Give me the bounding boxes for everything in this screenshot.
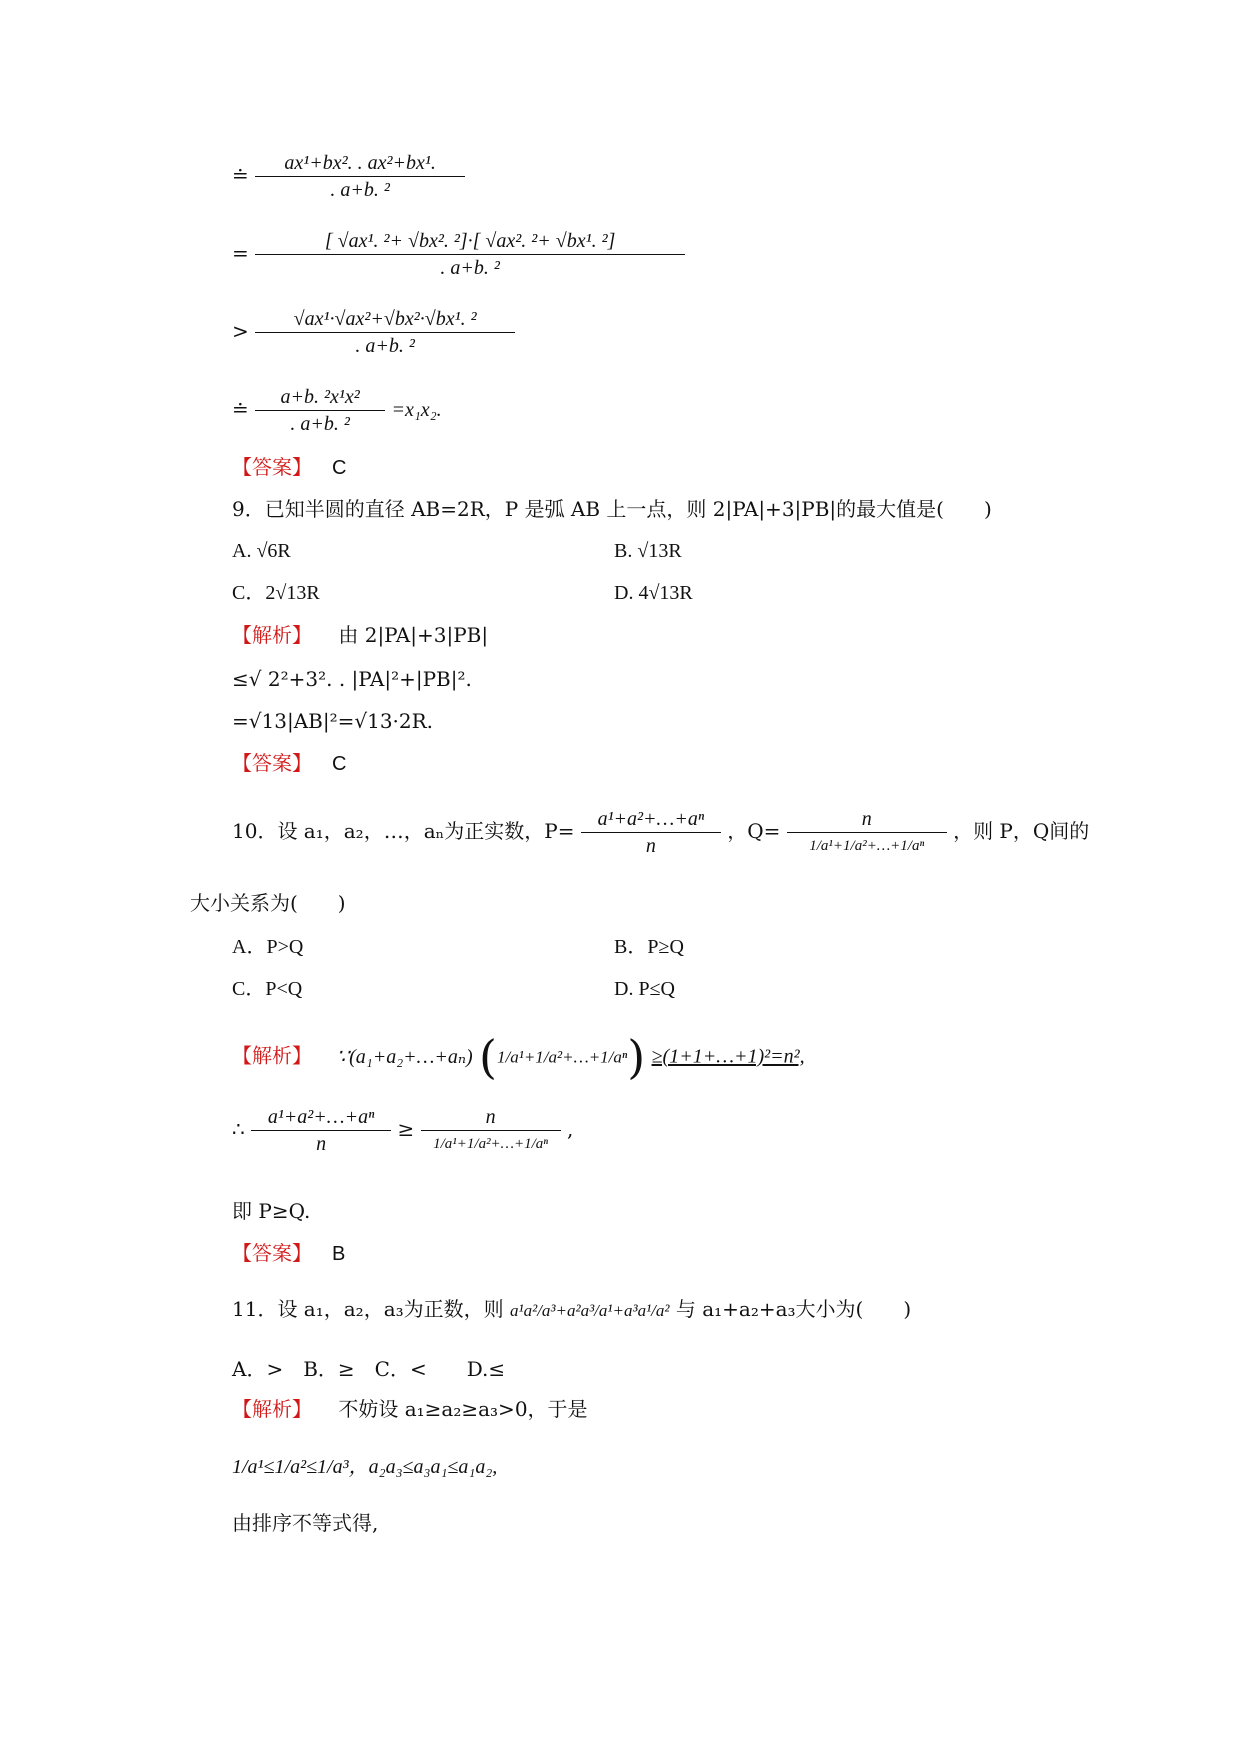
q9-analysis-line-2: ≤√ 2²+3². . |PA|²+|PB|².: [232, 667, 472, 691]
deriv-result: =x₁x₂.: [391, 399, 442, 421]
q10-analysis-left-den: n: [316, 1133, 327, 1155]
q11-expression: a¹a²/a³+a²a³/a¹+a³a¹/a²: [510, 1301, 670, 1320]
q9-option-d: D. 4√13R: [614, 582, 693, 604]
deriv-fraction-3: [255, 306, 515, 359]
q10-analysis-fraction-right: [421, 1104, 561, 1157]
q10-answer-line: [232, 1240, 345, 1267]
ge-sign: ≥: [397, 1117, 415, 1141]
deriv-fraction-4-den: . a+b. ²: [290, 413, 350, 435]
q10-option-a: A．P>Q: [232, 936, 304, 958]
q9-option-a: A. √6R: [232, 540, 291, 562]
q11-stem-b: 与 a₁+a₂+a₃大小为( ): [675, 1297, 912, 1321]
deriv-line-2: [232, 228, 685, 281]
q10-analysis-post: ≥(1+1+…+1)²=n²,: [651, 1045, 805, 1068]
q11-options: A．> B．≥ C．< D.≤: [232, 1357, 506, 1381]
deriv-line-4: [232, 384, 442, 437]
q10-analysis-fraction-left: [251, 1104, 391, 1157]
q11-analysis-text-1: 不妨设 a₁≥a₂≥a₃>0，于是: [338, 1397, 588, 1421]
answer-label: 【答案】: [232, 455, 312, 479]
q10-p-num: a¹+a²+…+aⁿ: [581, 806, 721, 833]
deriv-fraction-4: [255, 384, 385, 437]
q9-answer-line: [232, 750, 346, 777]
dot-equals-sign: ≐: [232, 163, 249, 187]
q9-option-b: B. √13R: [614, 540, 682, 562]
q10-analysis-line-2: [232, 1104, 573, 1157]
q9-option-c: C．2√13R: [232, 582, 320, 604]
q10-stem-line-2: 大小关系为( ): [190, 891, 346, 915]
deriv-line-1: [232, 150, 465, 203]
answer-label: 【答案】: [232, 751, 312, 775]
deriv-fraction-2: [255, 228, 685, 281]
deriv-fraction-4-num: a+b. ²x¹x²: [255, 384, 385, 411]
q10-stem-b: ，则 P，Q间的: [953, 819, 1090, 843]
q10-option-c: C．P<Q: [232, 978, 303, 1000]
q10-analysis-left-num: a¹+a²+…+aⁿ: [251, 1104, 391, 1131]
equals-sign: =: [232, 241, 249, 265]
q10-p-fraction: [581, 806, 721, 859]
deriv-fraction-1: [255, 150, 465, 203]
deriv-fraction-2-den: . a+b. ²: [440, 257, 500, 279]
greater-sign: >: [232, 319, 249, 343]
deriv-fraction-1-den: . a+b. ²: [330, 179, 390, 201]
answer-value: B: [332, 1243, 346, 1265]
q9-stem: 9．已知半圆的直径 AB=2R，P 是弧 AB 上一点，则 2|PA|+3|PB|的最大值是( ): [232, 497, 992, 521]
q9-analysis-line-3: =√13|AB|²=√13·2R.: [232, 709, 434, 733]
q10-analysis-line-3: 即 P≥Q.: [232, 1199, 311, 1223]
q10-analysis-right-den: 1/a¹+1/a²+…+1/aⁿ: [433, 1136, 549, 1152]
deriv-fraction-3-num: √ax¹·√ax²+√bx²·√bx¹. ²: [255, 306, 515, 333]
q10-q-num: n: [787, 806, 947, 833]
q11-analysis-line-2: 1/a¹≤1/a²≤1/a³，a₂a₃≤a₃a₁≤a₁a₂,: [232, 1456, 498, 1478]
deriv-line-3: [232, 306, 515, 359]
q11-analysis-line-1: [232, 1396, 588, 1422]
q10-analysis-right-num: n: [421, 1104, 561, 1131]
dot-equals-sign: ≐: [232, 397, 249, 421]
q10-q-label: ，Q=: [727, 819, 781, 843]
left-paren: (: [479, 1030, 497, 1084]
q11-analysis-line-3: 由排序不等式得,: [232, 1511, 379, 1535]
analysis-label: 【解析】: [232, 1043, 312, 1068]
right-paren: ): [627, 1030, 646, 1084]
analysis-label: 【解析】: [232, 1397, 312, 1421]
q10-p-den: n: [645, 835, 656, 857]
comma: ,: [566, 1117, 574, 1141]
q10-q-den: 1/a¹+1/a²+…+1/aⁿ: [809, 838, 925, 854]
answer-value: C: [332, 457, 347, 479]
q11-stem-a: 11．设 a₁，a₂，a₃为正数，则: [232, 1297, 504, 1321]
deriv-fraction-1-num: ax¹+bx². . ax²+bx¹.: [255, 150, 465, 177]
q9-analysis-text-1: 由 2|PA|+3|PB|: [338, 623, 489, 647]
q11-stem: [232, 1296, 911, 1324]
q9-analysis-line-1: [232, 622, 488, 648]
q10-analysis-line-1: [232, 1030, 805, 1084]
q10-stem-a: 10．设 a₁，a₂，…，aₙ为正实数，P=: [232, 819, 575, 843]
q10-analysis-pre: ∵(a₁+a₂+…+aₙ): [336, 1045, 473, 1068]
deriv-fraction-2-num: [ √ax¹. ²+ √bx². ²]·[ √ax². ²+ √bx¹. ²]: [255, 228, 685, 255]
q10-option-d: D. P≤Q: [614, 978, 675, 1000]
q10-analysis-mid: 1/a¹+1/a²+…+1/aⁿ: [497, 1047, 628, 1067]
q10-stem-line-1: [232, 806, 1089, 859]
answer-value: C: [332, 753, 347, 775]
analysis-label: 【解析】: [232, 623, 312, 647]
therefore-sign: ∴: [232, 1117, 245, 1141]
answer-label: 【答案】: [232, 1241, 312, 1265]
q10-option-b: B．P≥Q: [614, 936, 684, 958]
deriv-fraction-3-den: . a+b. ²: [355, 335, 415, 357]
q8-answer-line: [232, 454, 346, 481]
q10-q-fraction: [787, 806, 947, 859]
